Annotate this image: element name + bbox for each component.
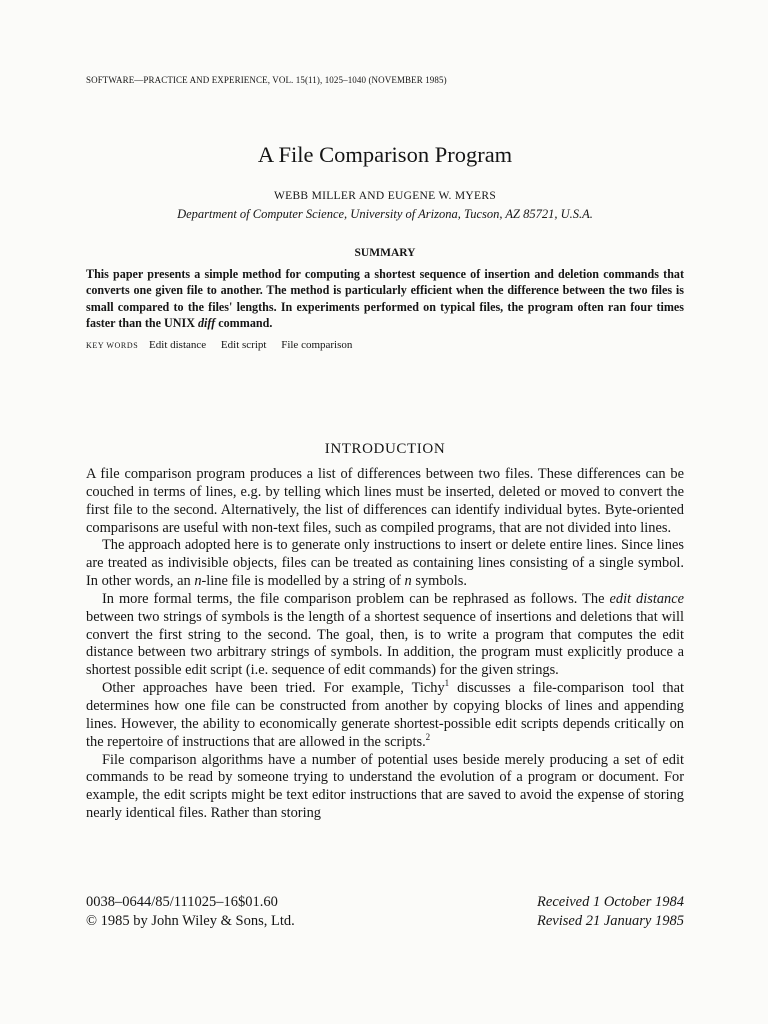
summary-text-part-1: This paper presents a simple method for computing a shortest sequence of insertion and deletion commands that converts one given file to another. The method is particularly efficient when the difference between the two files is small compared to the files' lengths. In experiments performed on typical files, the program often ran four times faster than the UNIX xyxy=(86,267,684,330)
footer-left xyxy=(86,893,295,931)
keyword-item: File comparison xyxy=(281,339,353,351)
p2-text-a: The approach adopted here is to generate only instructions to insert or delete entire lines. Since lines are treated as indivisible objects, files can be treated as containing lines consisting of a single symbol. In other words, an xyxy=(86,537,684,590)
p2-text-b: -line file is modelled by a string of xyxy=(201,573,405,590)
paragraph-2 xyxy=(86,537,684,591)
paper-title: A File Comparison Program xyxy=(257,142,513,167)
summary-text-part-2: command. xyxy=(215,315,273,330)
affiliation: Department of Computer Science, University of Arizona, Tucson, AZ 85721, U.S.A. xyxy=(177,207,593,221)
keyword-item: Edit distance xyxy=(149,339,207,351)
paragraph-1: A file comparison program produces a list of differences between two files. These differences can be couched in terms of lines, e.g. by telling which lines must be inserted, deleted or moved to convert the first file to the second. Alternatively, the list of differences can identify individual bytes. Byte-oriented comparisons are useful with non-text files, such as compiled programs, that are not divided into lines. xyxy=(86,466,684,536)
summary-diff-word: diff xyxy=(197,315,216,330)
paragraph-3 xyxy=(86,591,684,680)
summary-heading: SUMMARY xyxy=(354,247,416,259)
p2-n-2: n xyxy=(404,573,412,590)
p2-n-1: n xyxy=(194,573,202,590)
reference-2: 2 xyxy=(425,731,431,742)
keyword-item: Edit script xyxy=(220,339,267,351)
reference-1: 1 xyxy=(444,678,450,689)
paragraph-4 xyxy=(86,680,684,751)
authors: WEBB MILLER AND EUGENE W. MYERS xyxy=(273,190,497,202)
footer-right xyxy=(537,893,684,931)
p4-text-b: discusses a file-comparison tool that determines how one file can be constructed from another by copying blocks of lines and appending lines. However, the ability to economically generate shortest-possible edit scripts depends critically on the repertoire of instructions that are allowed in the scripts. xyxy=(86,680,684,750)
p2-text-c: symbols. xyxy=(411,573,467,590)
keywords xyxy=(86,339,364,351)
received-date: Received 1 October 1984 xyxy=(537,894,684,910)
p3-edit-distance: edit distance xyxy=(609,590,685,607)
article-code: 0038–0644/85/111025–16$01.60 xyxy=(86,894,278,910)
summary-text xyxy=(86,266,684,331)
introduction-heading: INTRODUCTION xyxy=(324,441,446,457)
p3-text-b: between two strings of symbols is the length of a shortest sequence of insertions and deletions that will convert the first string to the second. The goal, then, is to write a program that computes the edit distance between two arbitrary strings of symbols. In addition, the program must explicitly produce a shortest possible edit script (i.e. sequence of edit commands) for the given strings. xyxy=(86,608,684,679)
paragraph-5: File comparison algorithms have a number of potential uses beside merely producing a set of edit commands to be read by someone trying to understand the evolution of a program or document. For example, the edit scripts might be text editor instructions that are saved to avoid the expense of storing nearly identical files. Rather than storing xyxy=(86,751,684,822)
p4-text-a: Other approaches have been tried. For example, Tichy xyxy=(102,680,445,697)
revised-date: Revised 21 January 1985 xyxy=(537,913,684,929)
copyright: © 1985 by John Wiley & Sons, Ltd. xyxy=(86,913,295,929)
p3-text-a: In more formal terms, the file comparison problem can be rephrased as follows. The xyxy=(102,590,610,607)
journal-header: SOFTWARE—PRACTICE AND EXPERIENCE, VOL. 15(11), 1025–1040 (NOVEMBER 1985) xyxy=(86,75,447,85)
introduction-body xyxy=(86,466,684,823)
keywords-label: KEY WORDS xyxy=(86,341,139,350)
paper-page xyxy=(86,0,684,1024)
